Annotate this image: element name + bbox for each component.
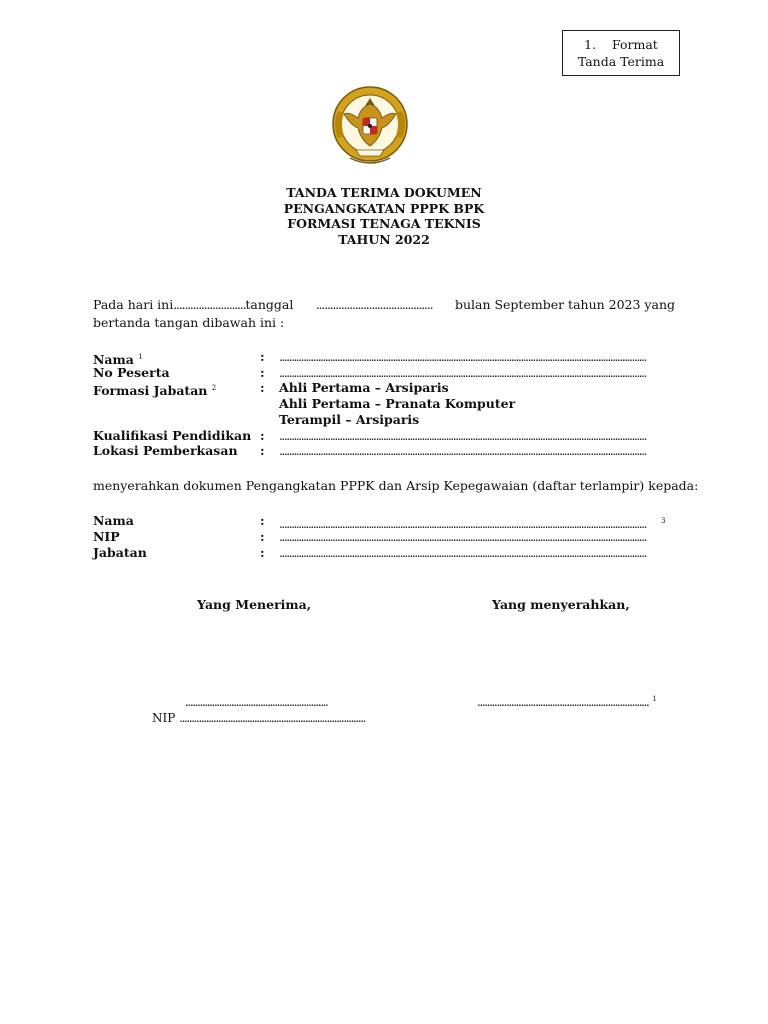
document-title: TANDA TERIMA DOKUMEN PENGANGKATAN PPPK BPK FORMASI TENAGA TEKNIS TAHUN 2022 <box>283 185 485 247</box>
field-lokasi: Lokasi Pemberkasan : ........................................................................................................................................................ <box>93 443 693 459</box>
formasi-option-2[interactable]: Ahli Pertama – Pranata Komputer <box>279 396 516 411</box>
receiver-signature-line[interactable]: ........................................................... <box>185 695 328 709</box>
recipient-nip-fill-line[interactable]: ........................................................................................................................................................ <box>279 530 646 544</box>
day-fill-line[interactable]: .......................... <box>173 297 246 312</box>
recipient-field-nip: NIP : ........................................................................................................................................................ <box>93 529 693 545</box>
field-formasi-option-2 <box>93 396 693 412</box>
field-kualifikasi: Kualifikasi Pendidikan : ........................................................................................................................................................ <box>93 428 693 444</box>
giver-label: Yang menyerahkan, <box>492 597 630 612</box>
recipient-field-jabatan: Jabatan : ........................................................................................................................................................ <box>93 545 693 561</box>
giver-signature-line[interactable]: ....................................................................... $^1$ <box>477 695 657 709</box>
format-box <box>562 30 680 76</box>
kualifikasi-fill-line[interactable]: ........................................................................................................................................................ <box>279 429 646 443</box>
receiver-nip-fill-line[interactable]: ............................................................................. <box>179 711 366 725</box>
format-box-line1: 1. Format <box>584 37 658 52</box>
handover-text: menyerahkan dokumen Pengangkatan PPPK dan Arsip Kepegawaian (daftar terlampir) kepada: <box>93 478 699 493</box>
field-nama: Nama $^1$ : ........................................................................................................................................................ <box>93 349 693 365</box>
recipient-jabatan-fill-line[interactable]: ........................................................................................................................................................ <box>279 546 646 560</box>
formasi-option-1[interactable]: Ahli Pertama – Arsiparis <box>279 380 449 395</box>
recipient-nama-fill-line[interactable]: ........................................................................................................................................................ <box>279 517 646 531</box>
date-fill-line[interactable]: .......................................... <box>315 297 433 312</box>
nama-fill-line[interactable]: ........................................................................................................................................................ <box>279 350 646 364</box>
receiver-label: Yang Menerima, <box>197 597 312 612</box>
bpk-emblem-icon <box>330 76 410 176</box>
no-peserta-fill-line[interactable]: ........................................................................................................................................................ <box>279 366 646 380</box>
formasi-option-3[interactable]: Terampil – Arsiparis <box>279 412 420 427</box>
format-box-line2: Tanda Terima <box>577 54 665 69</box>
receiver-nip-line: NIP ............................................................................. <box>152 711 366 725</box>
recipient-field-nama: Nama : ........................................................................................................................................................ $^3$ <box>93 513 666 531</box>
lokasi-fill-line[interactable]: ........................................................................................................................................................ <box>279 444 646 458</box>
field-formasi-jabatan: Formasi Jabatan $^2$ : Ahli Pertama – Arsiparis <box>93 380 449 398</box>
intro-paragraph: Pada hari ini..........................tanggal .......................................... bulan September tahun 2023 yang bertanda tangan dibawah ini : <box>93 297 675 330</box>
field-no-peserta: No Peserta : ........................................................................................................................................................ <box>93 365 693 381</box>
field-formasi-option-3 <box>93 412 693 428</box>
